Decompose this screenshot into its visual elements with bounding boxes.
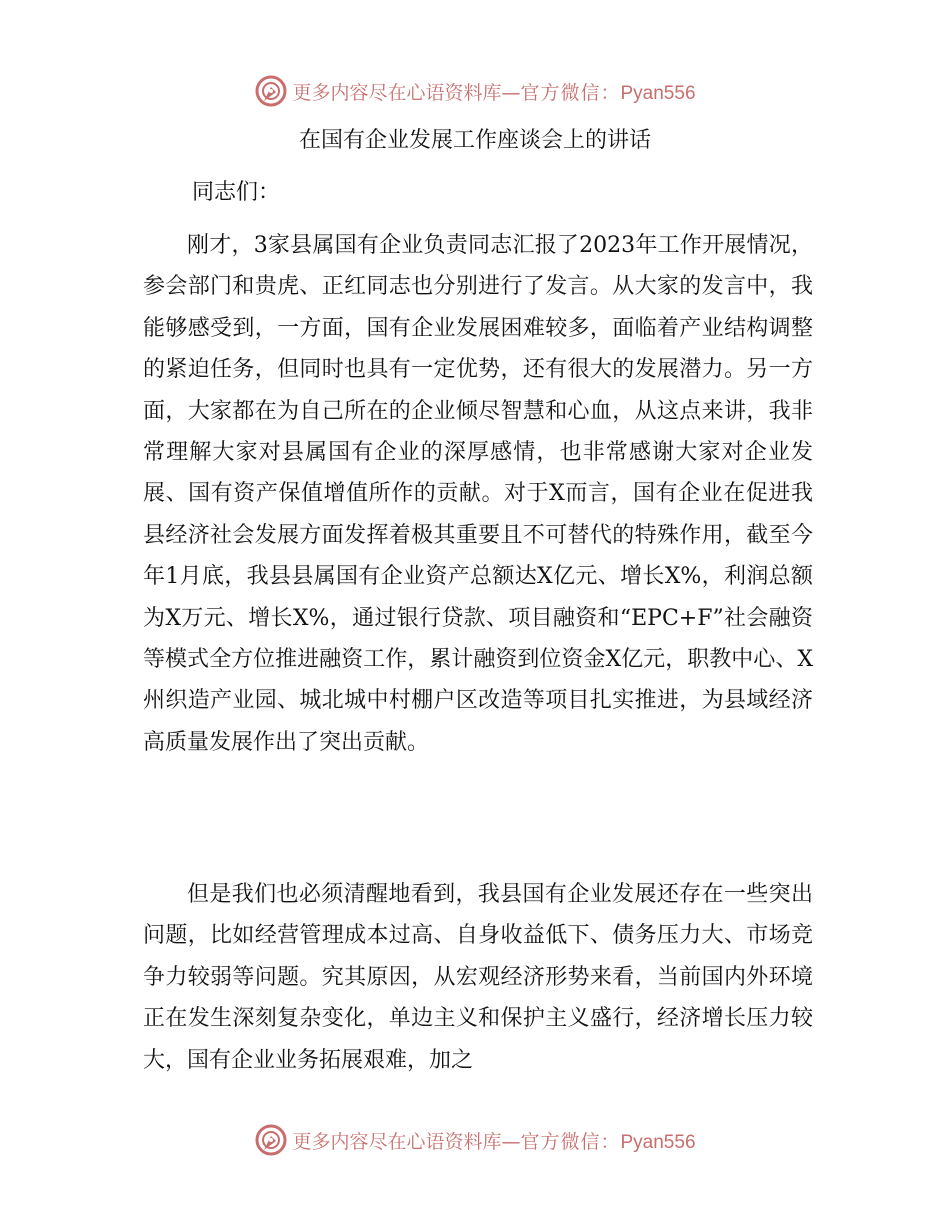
watermark-wechat-label: 官方微信：: [520, 1130, 621, 1153]
watermark-site: 更多内容尽在心语资料库: [292, 81, 502, 104]
watermark-banner-top: [0, 71, 950, 111]
greeting: 同志们：: [192, 180, 281, 205]
watermark-banner-bottom: [0, 1120, 950, 1160]
watermark-text: [292, 1127, 695, 1154]
watermark-wechat-label: 官方微信：: [520, 81, 621, 104]
watermark-site: 更多内容尽在心语资料库: [292, 1130, 502, 1153]
watermark-text: [292, 78, 695, 105]
body-paragraph-2: 但是我们也必须清醒地看到，我县国有企业发展还存在一些突出问题，比如经营管理成本过高、自身收益低下、债务压力大、市场竞争力较弱等问题。究其原因，从宏观经济形势来看，当前国内外环境正在发生深刻复杂变化，单边主义和保护主义盛行，经济增长压力较大，国有企业业务拓展艰难，加之: [143, 882, 813, 1073]
watermark-separator: —: [501, 1130, 521, 1153]
document-title: 在国有企业发展工作座谈会上的讲话: [298, 128, 651, 153]
watermark-separator: —: [501, 81, 521, 104]
watermark-wechat-id: Pyan556: [620, 1131, 696, 1153]
body-paragraph-1: 刚才，3家县属国有企业负责同志汇报了2023年工作开展情况，参会部门和贵虎、正红同志也分别进行了发言。从大家的发言中，我能够感受到，一方面，国有企业发展困难较多，面临着产业结构调整的紧迫任务，但同时也具有一定优势，还有很大的发展潜力。另一方面，大家都在为自己所在的企业倾尽智慧和心血，从这点来讲，我非常理解大家对县属国有企业的深厚感情，也非常感谢大家对企业发展、国有资产保值增值所作的贡献。对于X而言，国有企业在促进我县经济社会发展方面发挥着极其重要且不可替代的特殊作用，截至今年1月底，我县县属国有企业资产总额达X亿元、增长X%，利润总额为X万元、增长X%，通过银行贷款、项目融资和“EPC+F”社会融资等模式全方位推进融资工作，累计融资到位资金X亿元，职教中心、X州织造产业园、城北城中村棚户区改造等项目扎实推进，为县域经济高质量发展作出了突出贡献。: [143, 233, 813, 755]
watermark-wechat-id: Pyan556: [620, 82, 696, 104]
pen-nib-circle-icon: [254, 1123, 288, 1157]
pen-nib-circle-icon: [254, 74, 288, 108]
